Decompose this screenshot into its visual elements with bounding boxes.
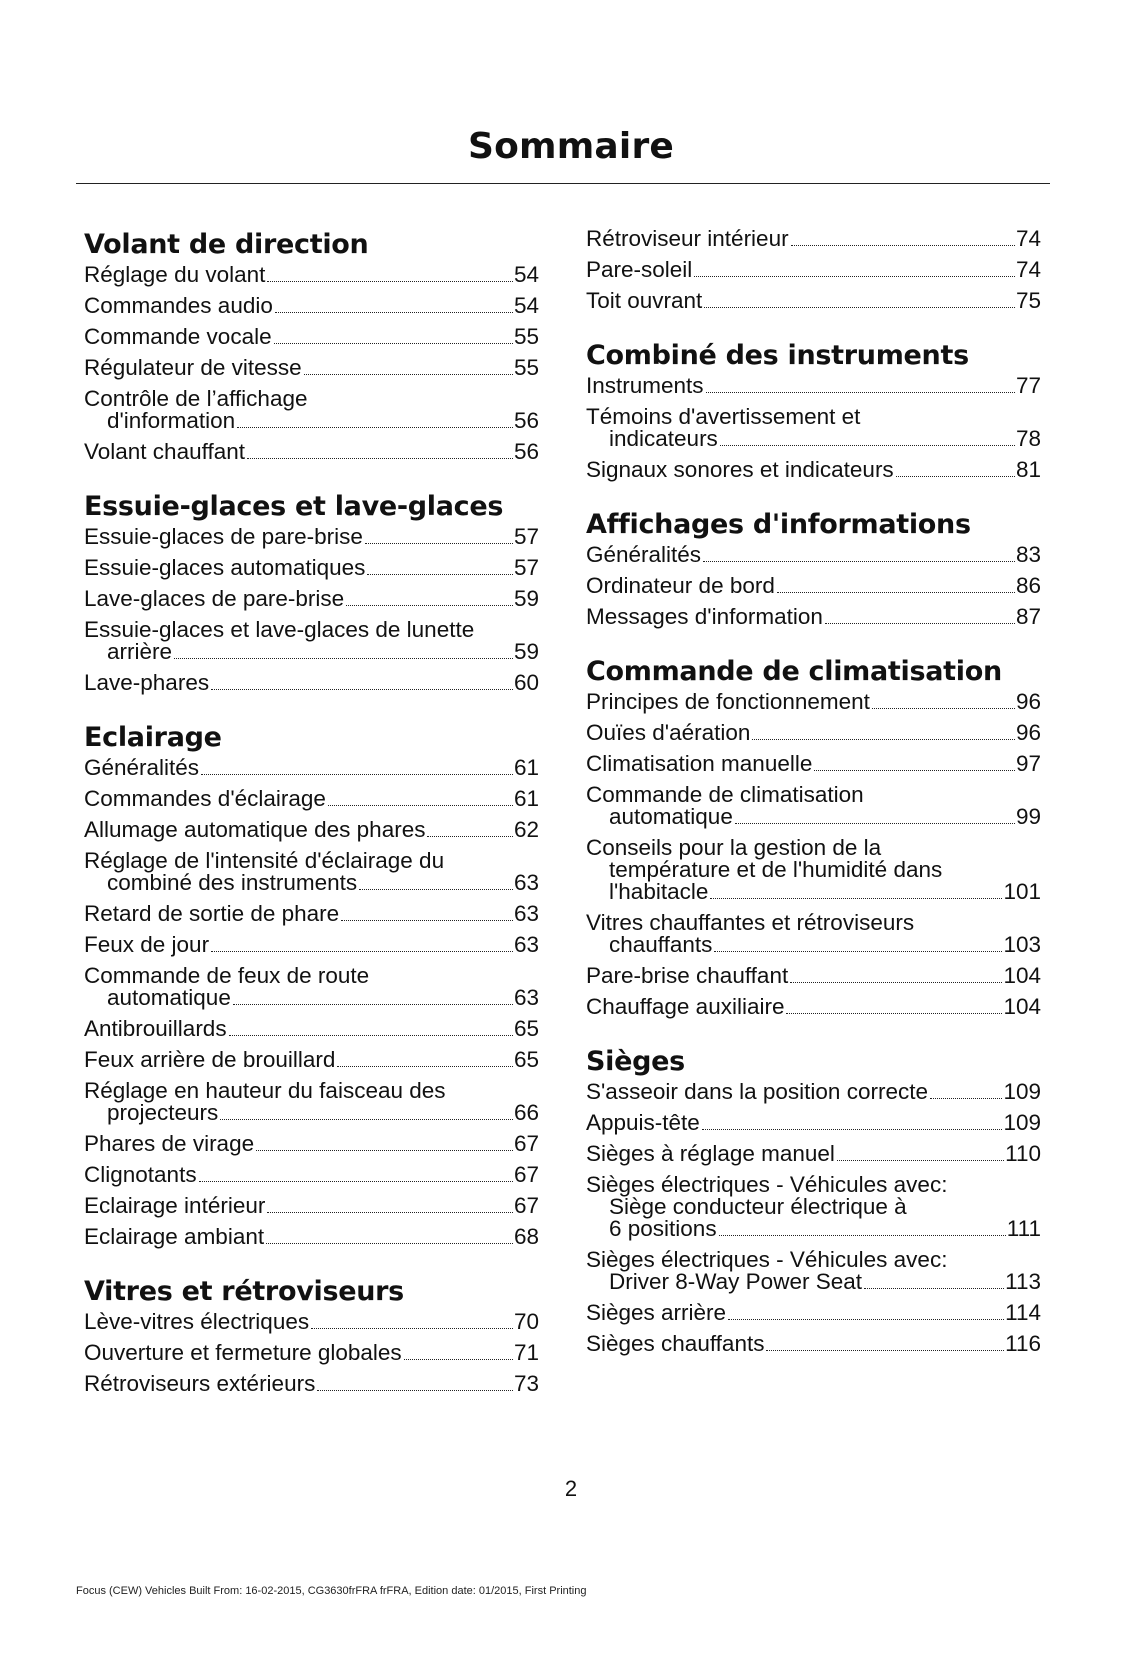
dot-leader — [311, 1328, 513, 1329]
entry-page-number: 55 — [513, 324, 539, 349]
entry-text: Toit ouvrant — [586, 288, 703, 313]
entry-page-number: 63 — [513, 870, 539, 895]
dot-leader — [256, 1150, 513, 1151]
entry-page-number: 110 — [1005, 1141, 1041, 1166]
toc-entry[interactable] — [84, 903, 539, 926]
dot-leader — [274, 343, 513, 344]
entry-page-number: 73 — [513, 1371, 539, 1396]
dot-leader — [359, 889, 513, 890]
entry-text: Commande de climatisation — [586, 782, 864, 807]
entry-page-number: 56 — [513, 439, 539, 464]
dot-leader — [790, 982, 1002, 983]
entry-text: Chauffage auxiliaire — [586, 994, 785, 1019]
section-heading: Essuie-glaces et lave-glaces — [84, 491, 504, 522]
entry-text: Essuie-glaces automatiques — [84, 555, 366, 580]
dot-leader — [930, 1098, 1002, 1099]
toc-entry[interactable] — [586, 965, 1041, 988]
entry-text: Ordinateur de bord — [586, 573, 775, 598]
toc-entry[interactable] — [586, 1302, 1041, 1325]
entry-text: Messages d'information — [586, 604, 823, 629]
toc-entry[interactable] — [84, 850, 539, 895]
entry-page-number: 116 — [1005, 1331, 1041, 1356]
entry-text: Essuie-glaces et lave-glaces de lunette — [84, 617, 475, 642]
dot-leader — [365, 543, 513, 544]
entry-page-number: 71 — [513, 1340, 539, 1365]
section-heading: Commande de climatisation — [586, 656, 1002, 687]
entry-text: indicateurs — [609, 426, 718, 451]
entry-page-number: 114 — [1005, 1300, 1041, 1325]
toc-entry[interactable] — [586, 753, 1041, 776]
toc-entry[interactable] — [586, 1249, 1041, 1294]
entry-text: Antibrouillards — [84, 1016, 227, 1041]
toc-entry[interactable] — [586, 375, 1041, 398]
toc-section — [586, 1045, 1041, 1356]
dot-leader — [211, 951, 513, 952]
entry-page-number: 67 — [513, 1162, 539, 1187]
entry-page-number: 74 — [1015, 257, 1041, 282]
dot-leader — [174, 658, 513, 659]
entry-text: Lève-vitres électriques — [84, 1309, 310, 1334]
toc-section — [586, 228, 1041, 313]
dot-leader — [872, 708, 1015, 709]
entry-text: Driver 8-Way Power Seat — [609, 1269, 862, 1294]
toc-entry[interactable] — [84, 1133, 539, 1156]
dot-leader — [201, 774, 513, 775]
entry-page-number: 59 — [513, 639, 539, 664]
entry-text: Eclairage ambiant — [84, 1224, 265, 1249]
entry-page-number: 61 — [513, 786, 539, 811]
dot-leader — [702, 1129, 1003, 1130]
entry-text: Sièges à réglage manuel — [586, 1141, 835, 1166]
toc-entry[interactable] — [586, 575, 1041, 598]
toc-section — [84, 228, 539, 464]
dot-leader — [304, 374, 513, 375]
entry-text: Réglage de l'intensité d'éclairage du — [84, 848, 445, 873]
dot-leader — [766, 1350, 1004, 1351]
toc-section — [84, 721, 539, 1249]
toc-section — [586, 339, 1041, 482]
toc-entry[interactable] — [586, 784, 1041, 829]
entry-page-number: 63 — [513, 932, 539, 957]
entry-text: Eclairage intérieur — [84, 1193, 266, 1218]
entry-text: Siège conducteur électrique à — [609, 1194, 907, 1219]
dot-leader — [735, 823, 1015, 824]
toc-entry[interactable] — [586, 406, 1041, 451]
dot-leader — [786, 1013, 1002, 1014]
entry-text: Ouverture et fermeture globales — [84, 1340, 402, 1365]
entry-text: Généralités — [586, 542, 702, 567]
toc-entry[interactable] — [586, 1174, 1041, 1241]
entry-text: Rétroviseurs extérieurs — [84, 1371, 316, 1396]
dot-leader — [703, 561, 1015, 562]
toc-section — [586, 508, 1041, 629]
entry-text: Retard de sortie de phare — [84, 901, 340, 926]
entry-text: Sièges arrière — [586, 1300, 727, 1325]
entry-page-number: 101 — [1003, 879, 1041, 904]
toc-entry[interactable] — [84, 1018, 539, 1041]
dot-leader — [267, 281, 513, 282]
dot-leader — [752, 739, 1015, 740]
entry-text: Sièges chauffants — [586, 1331, 765, 1356]
toc-entry[interactable] — [586, 259, 1041, 282]
dot-leader — [896, 476, 1015, 477]
toc-entry[interactable] — [84, 1373, 539, 1396]
toc-entry[interactable] — [84, 788, 539, 811]
entry-text: chauffants — [609, 932, 713, 957]
entry-text: Signaux sonores et indicateurs — [586, 457, 894, 482]
dot-leader — [229, 1035, 513, 1036]
toc-entry[interactable] — [84, 757, 539, 780]
entry-page-number: 109 — [1003, 1079, 1041, 1104]
entry-text: Vitres chauffantes et rétroviseurs — [586, 910, 915, 935]
entry-page-number: 68 — [513, 1224, 539, 1249]
entry-text: Lave-phares — [84, 670, 210, 695]
entry-page-number: 104 — [1003, 994, 1041, 1019]
dot-leader — [267, 1212, 513, 1213]
toc-entry[interactable] — [84, 819, 539, 842]
toc-entry[interactable] — [84, 672, 539, 695]
entry-page-number: 56 — [513, 408, 539, 433]
entry-page-number: 63 — [513, 901, 539, 926]
dot-leader — [837, 1160, 1004, 1161]
entry-text: Rétroviseur intérieur — [586, 226, 789, 251]
toc-entry[interactable] — [84, 264, 539, 287]
entry-text: S'asseoir dans la position correcte — [586, 1079, 928, 1104]
dot-leader — [706, 392, 1015, 393]
dot-leader — [237, 427, 513, 428]
toc-entry[interactable] — [84, 1311, 539, 1334]
entry-page-number: 65 — [513, 1047, 539, 1072]
toc-entry[interactable] — [84, 326, 539, 349]
section-heading: Combiné des instruments — [586, 340, 969, 371]
entry-text: 6 positions — [609, 1216, 717, 1241]
section-heading: Volant de direction — [84, 229, 369, 260]
toc-entry[interactable] — [84, 588, 539, 611]
dot-leader — [710, 898, 1002, 899]
entry-text: Sièges électriques - Véhicules avec: — [586, 1172, 948, 1197]
entry-page-number: 62 — [513, 817, 539, 842]
toc-entry[interactable] — [84, 357, 539, 380]
toc-entry[interactable] — [84, 526, 539, 549]
toc-entry[interactable] — [586, 1081, 1041, 1104]
dot-leader — [346, 605, 513, 606]
entry-text: Commande de feux de route — [84, 963, 370, 988]
toc-entry[interactable] — [586, 1143, 1041, 1166]
entry-text: d'information — [107, 408, 236, 433]
entry-page-number: 54 — [513, 293, 539, 318]
dot-leader — [220, 1119, 513, 1120]
entry-text: Commande vocale — [84, 324, 272, 349]
entry-text: Phares de virage — [84, 1131, 255, 1156]
entry-text: Climatisation manuelle — [586, 751, 813, 776]
toc-entry[interactable] — [586, 459, 1041, 482]
entry-text: Témoins d'avertissement et — [586, 404, 861, 429]
entry-page-number: 60 — [513, 670, 539, 695]
entry-page-number: 104 — [1003, 963, 1041, 988]
entry-page-number: 103 — [1003, 932, 1041, 957]
entry-page-number: 81 — [1015, 457, 1041, 482]
toc-entry[interactable] — [586, 290, 1041, 313]
toc-entry[interactable] — [586, 996, 1041, 1019]
dot-leader — [199, 1181, 513, 1182]
entry-page-number: 63 — [513, 985, 539, 1010]
toc-entry[interactable] — [586, 691, 1041, 714]
section-heading: Sièges — [586, 1046, 685, 1077]
dot-leader — [233, 1004, 513, 1005]
toc-entry[interactable] — [586, 1333, 1041, 1356]
toc-entry[interactable] — [586, 1112, 1041, 1135]
entry-text: Ouïes d'aération — [586, 720, 751, 745]
dot-leader — [704, 307, 1015, 308]
entry-text: température et de l'humidité dans — [609, 857, 943, 882]
entry-text: l'habitacle — [609, 879, 709, 904]
entry-page-number: 55 — [513, 355, 539, 380]
dot-leader — [328, 805, 513, 806]
toc-entry[interactable] — [586, 606, 1041, 629]
dot-leader — [404, 1359, 513, 1360]
entry-text: arrière — [107, 639, 173, 664]
dot-leader — [814, 770, 1015, 771]
entry-page-number: 67 — [513, 1131, 539, 1156]
entry-text: automatique — [609, 804, 733, 829]
entry-page-number: 97 — [1015, 751, 1041, 776]
dot-leader — [247, 458, 513, 459]
toc-entry[interactable] — [84, 619, 539, 664]
entry-page-number: 65 — [513, 1016, 539, 1041]
entry-text: Feux arrière de brouillard — [84, 1047, 336, 1072]
entry-page-number: 57 — [513, 524, 539, 549]
toc-entry[interactable] — [84, 1049, 539, 1072]
dot-leader — [337, 1066, 513, 1067]
entry-text: Volant chauffant — [84, 439, 245, 464]
entry-text: Feux de jour — [84, 932, 210, 957]
entry-page-number: 86 — [1015, 573, 1041, 598]
toc-entry[interactable] — [84, 1080, 539, 1125]
dot-leader — [427, 836, 513, 837]
entry-text: Instruments — [586, 373, 704, 398]
entry-page-number: 70 — [513, 1309, 539, 1334]
toc-entry[interactable] — [84, 441, 539, 464]
toc-column-left — [84, 228, 539, 1422]
entry-text: Réglage du volant — [84, 262, 266, 287]
entry-text: Pare-soleil — [586, 257, 693, 282]
entry-text: Clignotants — [84, 1162, 197, 1187]
toc-entry[interactable] — [84, 1164, 539, 1187]
entry-page-number: 113 — [1005, 1269, 1041, 1294]
entry-text: Commandes d'éclairage — [84, 786, 326, 811]
toc-entry[interactable] — [586, 722, 1041, 745]
entry-text: Commandes audio — [84, 293, 273, 318]
entry-page-number: 61 — [513, 755, 539, 780]
toc-entry[interactable] — [84, 965, 539, 1010]
dot-leader — [211, 689, 513, 690]
toc-entry[interactable] — [84, 295, 539, 318]
toc-section — [84, 1275, 539, 1396]
dot-leader — [714, 951, 1002, 952]
entry-page-number: 87 — [1015, 604, 1041, 629]
toc-entry[interactable] — [84, 1195, 539, 1218]
entry-text: Sièges électriques - Véhicules avec: — [586, 1247, 948, 1272]
dot-leader — [777, 592, 1015, 593]
toc-entry[interactable] — [84, 1226, 539, 1249]
dot-leader — [341, 920, 513, 921]
toc-entry[interactable] — [586, 544, 1041, 567]
toc-entry[interactable] — [84, 388, 539, 433]
page-number: 2 — [564, 1476, 578, 1501]
toc-entry[interactable] — [84, 934, 539, 957]
dot-leader — [791, 245, 1015, 246]
entry-page-number: 54 — [513, 262, 539, 287]
toc-section — [586, 655, 1041, 1019]
section-heading: Affichages d'informations — [586, 509, 971, 540]
entry-page-number: 96 — [1015, 689, 1041, 714]
dot-leader — [864, 1288, 1004, 1289]
toc-entry[interactable] — [586, 837, 1041, 904]
entry-page-number: 59 — [513, 586, 539, 611]
dot-leader — [694, 276, 1015, 277]
entry-text: Pare-brise chauffant — [586, 963, 789, 988]
entry-page-number: 77 — [1015, 373, 1041, 398]
entry-text: Appuis-tête — [586, 1110, 700, 1135]
entry-text: Généralités — [84, 755, 200, 780]
entry-text: Principes de fonctionnement — [586, 689, 870, 714]
toc-section — [84, 490, 539, 695]
entry-text: automatique — [107, 985, 231, 1010]
toc-entry[interactable] — [84, 557, 539, 580]
entry-page-number: 83 — [1015, 542, 1041, 567]
entry-page-number: 57 — [513, 555, 539, 580]
entry-page-number: 78 — [1015, 426, 1041, 451]
entry-page-number: 109 — [1003, 1110, 1041, 1135]
entry-text: Réglage en hauteur du faisceau des — [84, 1078, 446, 1103]
title-divider — [76, 183, 1050, 184]
dot-leader — [367, 574, 513, 575]
entry-text: Contrôle de l’affichage — [84, 386, 308, 411]
section-heading: Vitres et rétroviseurs — [84, 1276, 404, 1307]
toc-entry[interactable] — [586, 912, 1041, 957]
dot-leader — [266, 1243, 513, 1244]
entry-text: projecteurs — [107, 1100, 219, 1125]
entry-text: Essuie-glaces de pare-brise — [84, 524, 363, 549]
entry-page-number: 96 — [1015, 720, 1041, 745]
dot-leader — [719, 1235, 1006, 1236]
toc-entry[interactable] — [84, 1342, 539, 1365]
entry-page-number: 99 — [1015, 804, 1041, 829]
dot-leader — [275, 312, 513, 313]
toc-entry[interactable] — [586, 228, 1041, 251]
entry-page-number: 67 — [513, 1193, 539, 1218]
entry-text: Allumage automatique des phares — [84, 817, 426, 842]
toc-column-right — [586, 228, 1041, 1382]
entry-page-number: 74 — [1015, 226, 1041, 251]
entry-text: Régulateur de vitesse — [84, 355, 302, 380]
section-heading: Eclairage — [84, 722, 222, 753]
entry-page-number: 66 — [513, 1100, 539, 1125]
dot-leader — [825, 623, 1015, 624]
entry-text: Conseils pour la gestion de la — [586, 835, 882, 860]
footer-text: Focus (CEW) Vehicles Built From: 16-02-2015, CG3630frFRA frFRA, Edition date: 01/2015, First Printing — [76, 1585, 587, 1597]
entry-text: Lave-glaces de pare-brise — [84, 586, 345, 611]
entry-text: combiné des instruments — [107, 870, 358, 895]
dot-leader — [720, 445, 1015, 446]
dot-leader — [728, 1319, 1004, 1320]
page-title: Sommaire — [467, 126, 675, 167]
entry-page-number: 111 — [1006, 1216, 1041, 1241]
dot-leader — [317, 1390, 513, 1391]
entry-page-number: 75 — [1015, 288, 1041, 313]
